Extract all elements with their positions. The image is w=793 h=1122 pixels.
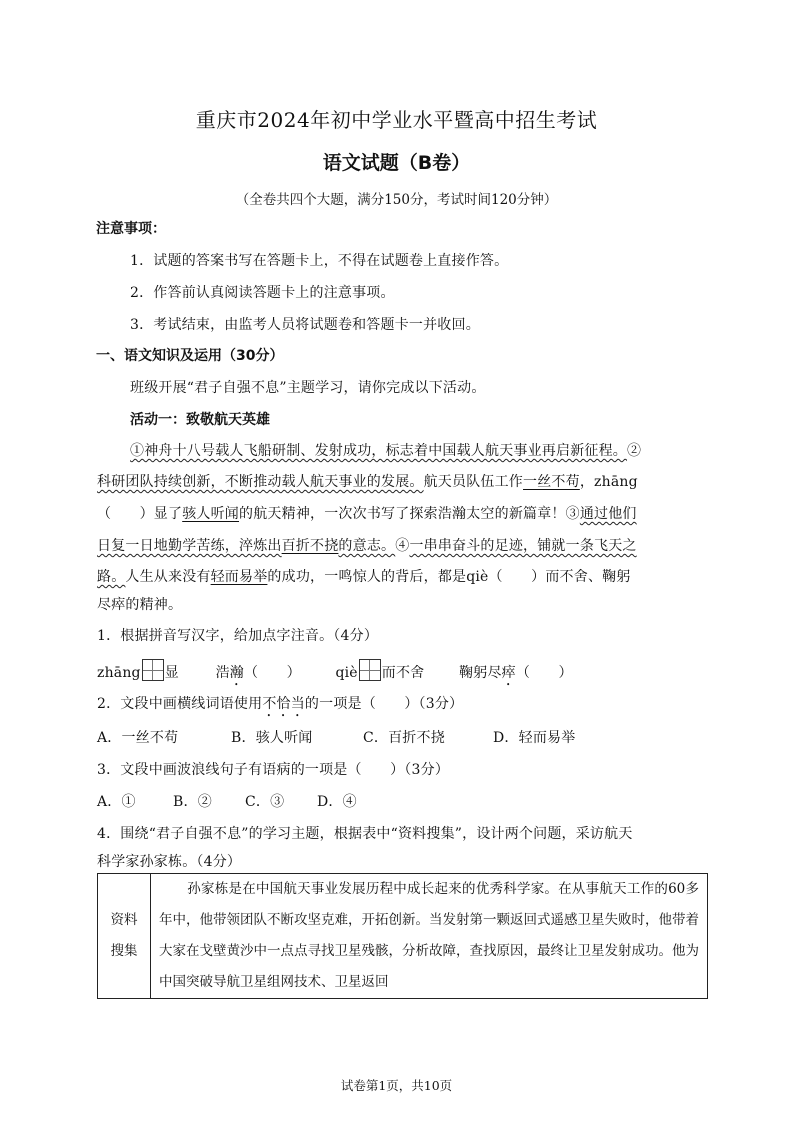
question-3-options: [97, 791, 357, 811]
notice-heading: 注意事项：: [96, 221, 166, 237]
passage-line-6: 尽瘁的精神。: [97, 597, 183, 613]
underlined-term-b: 骇人听闻: [182, 506, 240, 522]
notice-item-1: 1．试题的答案书写在答题卡上，不得在试题卷上直接作答。: [130, 253, 509, 269]
sentence-2: 科研团队持续创新，不断推动载人航天事业的发展。: [97, 474, 424, 490]
q2-option-d[interactable]: D．轻而易举: [493, 730, 576, 746]
answer-blank-han[interactable]: （ ）: [243, 665, 301, 681]
answer-box-zhang[interactable]: [142, 659, 164, 681]
q3-option-b[interactable]: B．②: [173, 794, 212, 810]
section-intro: 班级开展“君子自强不息”主题学习，请你完成以下活动。: [130, 380, 486, 396]
section-heading: 一、语文知识及运用（30分）: [96, 348, 284, 364]
page-footer: 试卷第1页，共10页: [340, 1078, 453, 1093]
answer-box-qie[interactable]: [359, 659, 381, 681]
sentence-4: 一串串奋斗的足迹，铺就一条飞天之: [409, 538, 637, 554]
question-1-items: zhāng 显 浩瀚（ ） qiè 而不舍 鞠躬尽瘁（ ）: [97, 659, 573, 689]
q3-option-c[interactable]: C．③: [245, 794, 285, 810]
passage-line-2: 科研团队持续创新，不断推动载人航天事业的发展。航天员队伍工作一丝不苟，zhāng: [97, 474, 638, 490]
q3-option-a[interactable]: A．①: [97, 794, 136, 810]
q2-option-b[interactable]: B．骇人听闻: [231, 730, 313, 746]
page-title: 重庆市2024年初中学业水平暨高中招生考试: [195, 108, 598, 132]
sentence-3: 通过他们: [579, 506, 637, 522]
question-4-stem-line-2: 科学家孙家栋。（4分）: [97, 854, 242, 870]
underlined-term-a: 一丝不苟: [523, 474, 580, 490]
question-1-stem: 1．根据拼音写汉字，给加点字注音。（4分）: [97, 628, 379, 644]
sentence-2-marker: ②: [627, 443, 642, 459]
answer-blank-cui[interactable]: （ ）: [515, 665, 573, 681]
resource-table: [97, 873, 708, 999]
passage-line-4: 日复一日地勤学苦练，淬炼出百折不挠的意志。④一串串奋斗的足迹，铺就一条飞天之: [97, 538, 637, 554]
question-2-options: [97, 727, 575, 747]
question-3-stem: 3．文段中画波浪线句子有语病的一项是（ ）（3分）: [97, 762, 450, 778]
sentence-1: ①神舟十八号载人飞船研制、发射成功，标志着中国载人航天事业再启新征程。: [130, 443, 627, 459]
activity-heading: 活动一：致敬航天英雄: [130, 412, 270, 428]
underlined-term-d: 轻而易举: [210, 569, 268, 585]
notice-item-2: 2．作答前认真阅读答题卡上的注意事项。: [130, 285, 395, 301]
passage-line-5: 路。人生从来没有轻而易举的成功，一鸣惊人的背后，都是qiè（ ）而不舍、鞠躬: [97, 569, 631, 585]
passage-line-3: （ ）显了骇人听闻的航天精神，一次次书写了探索浩瀚太空的新篇章！③通过他们: [97, 506, 637, 522]
q3-option-d[interactable]: D．④: [317, 794, 357, 810]
passage-line-1: [130, 440, 641, 460]
resource-table-content: 孙家栋是在中国航天事业发展历程中成长起来的优秀科学家。在从事航天工作的60多年中，他带领团队不断攻坚克难，开拓创新。当发射第一颗返回式遥感卫星失败时，他带着大家在戈壁黄沙中一点点寻找卫星残骸，分析故障，查找原因，最终让卫星发射成功。他为中国突破导航卫星组网技术、卫星返回: [151, 874, 708, 999]
q2-option-c[interactable]: C．百折不挠: [363, 730, 445, 746]
question-2-stem: 2．文段中画横线词语使用不恰当的一项是（ ）（3分）: [97, 696, 464, 712]
resource-table-header: 资料 搜集: [98, 874, 151, 999]
question-4-stem-line-1: 4．围绕“君子自强不息”的学习主题，根据表中“资料搜集”，设计两个问题，采访航天: [97, 826, 633, 842]
notice-item-3: 3．考试结束，由监考人员将试题卷和答题卡一并收回。: [130, 317, 480, 333]
underlined-term-c: 百折不挠: [281, 538, 339, 554]
exam-scope: （全卷共四个大题，满分150分，考试时间120分钟）: [235, 192, 558, 208]
q2-option-a[interactable]: A．一丝不苟: [97, 730, 179, 746]
page-subtitle: 语文试题（B卷）: [322, 152, 471, 174]
